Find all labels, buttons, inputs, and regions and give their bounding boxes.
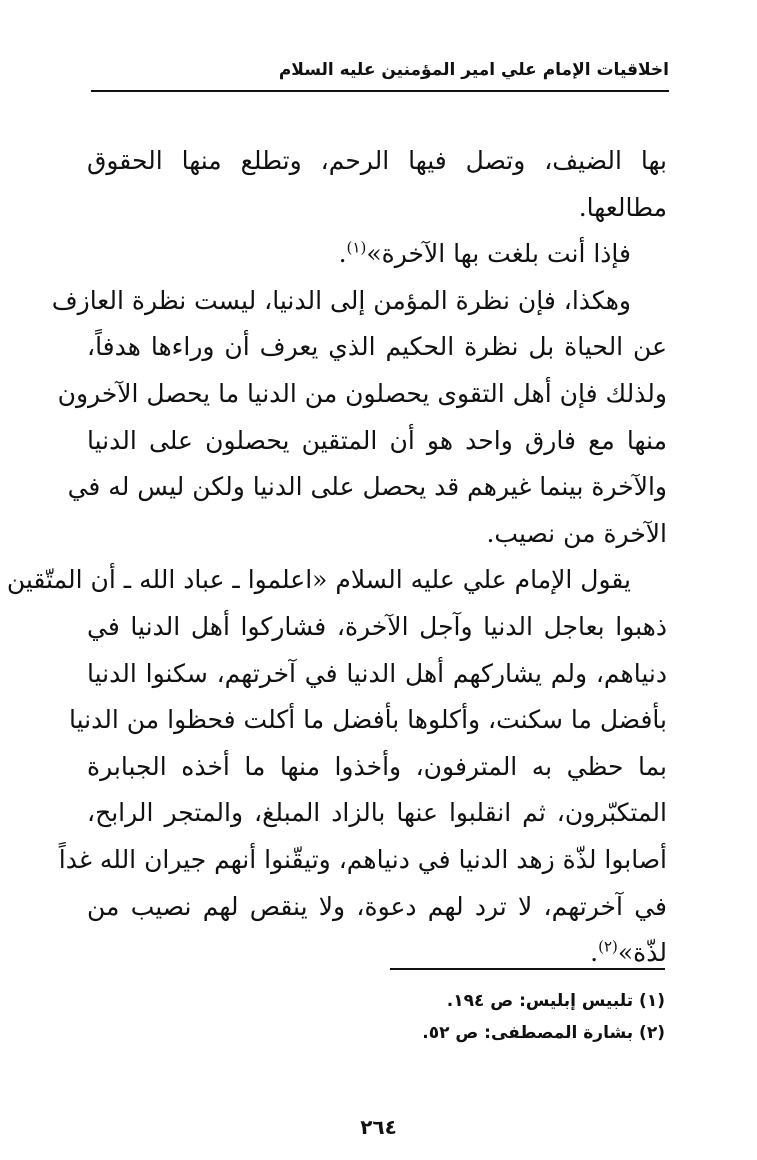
text-line: بأفضل ما سكنت، وأكلوها بأفضل ما أكلت فحظوا من الدنيا xyxy=(69,705,667,735)
running-header: اخلاقيات الإمام علي امير المؤمنين عليه السلام xyxy=(278,60,669,80)
text-line: دنياهم، ولم يشاركهم أهل الدنيا في آخرتهم، سكنوا الدنيا xyxy=(87,658,667,688)
page-number: ٢٦٤ xyxy=(360,1115,397,1139)
text-line xyxy=(87,231,667,278)
footnotes xyxy=(105,985,665,1049)
text-line-content: فإذا أنت بلغت بها الآخرة» xyxy=(366,239,631,269)
text-line: الآخرة من نصيب. xyxy=(486,518,667,548)
footnote-ref-1: (١) xyxy=(346,238,367,257)
header-rule xyxy=(91,90,669,92)
text-line: بما حظي به المترفون، وأخذوا منها ما أخذه الجبابرة xyxy=(87,751,667,781)
text-line: منها مع فارق واحد هو أن المتقين يحصلون على الدنيا xyxy=(87,425,667,455)
line-end-period: . xyxy=(338,239,347,269)
text-line: وهكذا، فإن نظرة المؤمن إلى الدنيا، ليست نظرة العازف xyxy=(51,285,631,315)
text-line: يقول الإمام علي عليه السلام «اعلموا ـ عباد الله ـ أن المتّقين xyxy=(6,565,631,595)
footnote-2: (٢) بشارة المصطفى: ص ٥٢. xyxy=(422,1023,665,1043)
text-line: أصابوا لذّة زهد الدنيا في دنياهم، وتيقّنوا أنهم جيران الله غداً xyxy=(58,844,667,874)
text-line: ذهبوا بعاجل الدنيا وآجل الآخرة، فشاركوا أهل الدنيا في xyxy=(87,611,667,641)
footnote-rule xyxy=(390,968,665,970)
text-line: ولذلك فإن أهل التقوى يحصلون من الدنيا ما يحصل الآخرون xyxy=(57,378,667,408)
text-line: المتكبّرون، ثم انقلبوا عنها بالزاد المبلغ، والمتجر الرابح، xyxy=(87,798,667,828)
text-line: بها الضيف، وتصل فيها الرحم، وتطلع منها الحقوق xyxy=(87,146,667,175)
text-line: والآخرة بينما غيرهم قد يحصل على الدنيا ولكن ليس له في xyxy=(67,472,667,502)
footnote-ref-2: (٢) xyxy=(598,937,618,956)
line-end-period: . xyxy=(590,938,599,968)
text-line: عن الحياة بل نظرة الحكيم الذي يعرف أن وراءها هدفاً، xyxy=(87,332,667,362)
text-line: في آخرتهم، لا ترد لهم دعوة، ولا ينقص لهم نصيب من xyxy=(87,891,667,921)
text-line: مطالعها. xyxy=(578,192,667,222)
text-line-content: لذّة» xyxy=(617,938,667,968)
body-text xyxy=(6,138,667,977)
footnote-1: (١) تلبيس إبليس: ص ١٩٤. xyxy=(446,991,665,1011)
